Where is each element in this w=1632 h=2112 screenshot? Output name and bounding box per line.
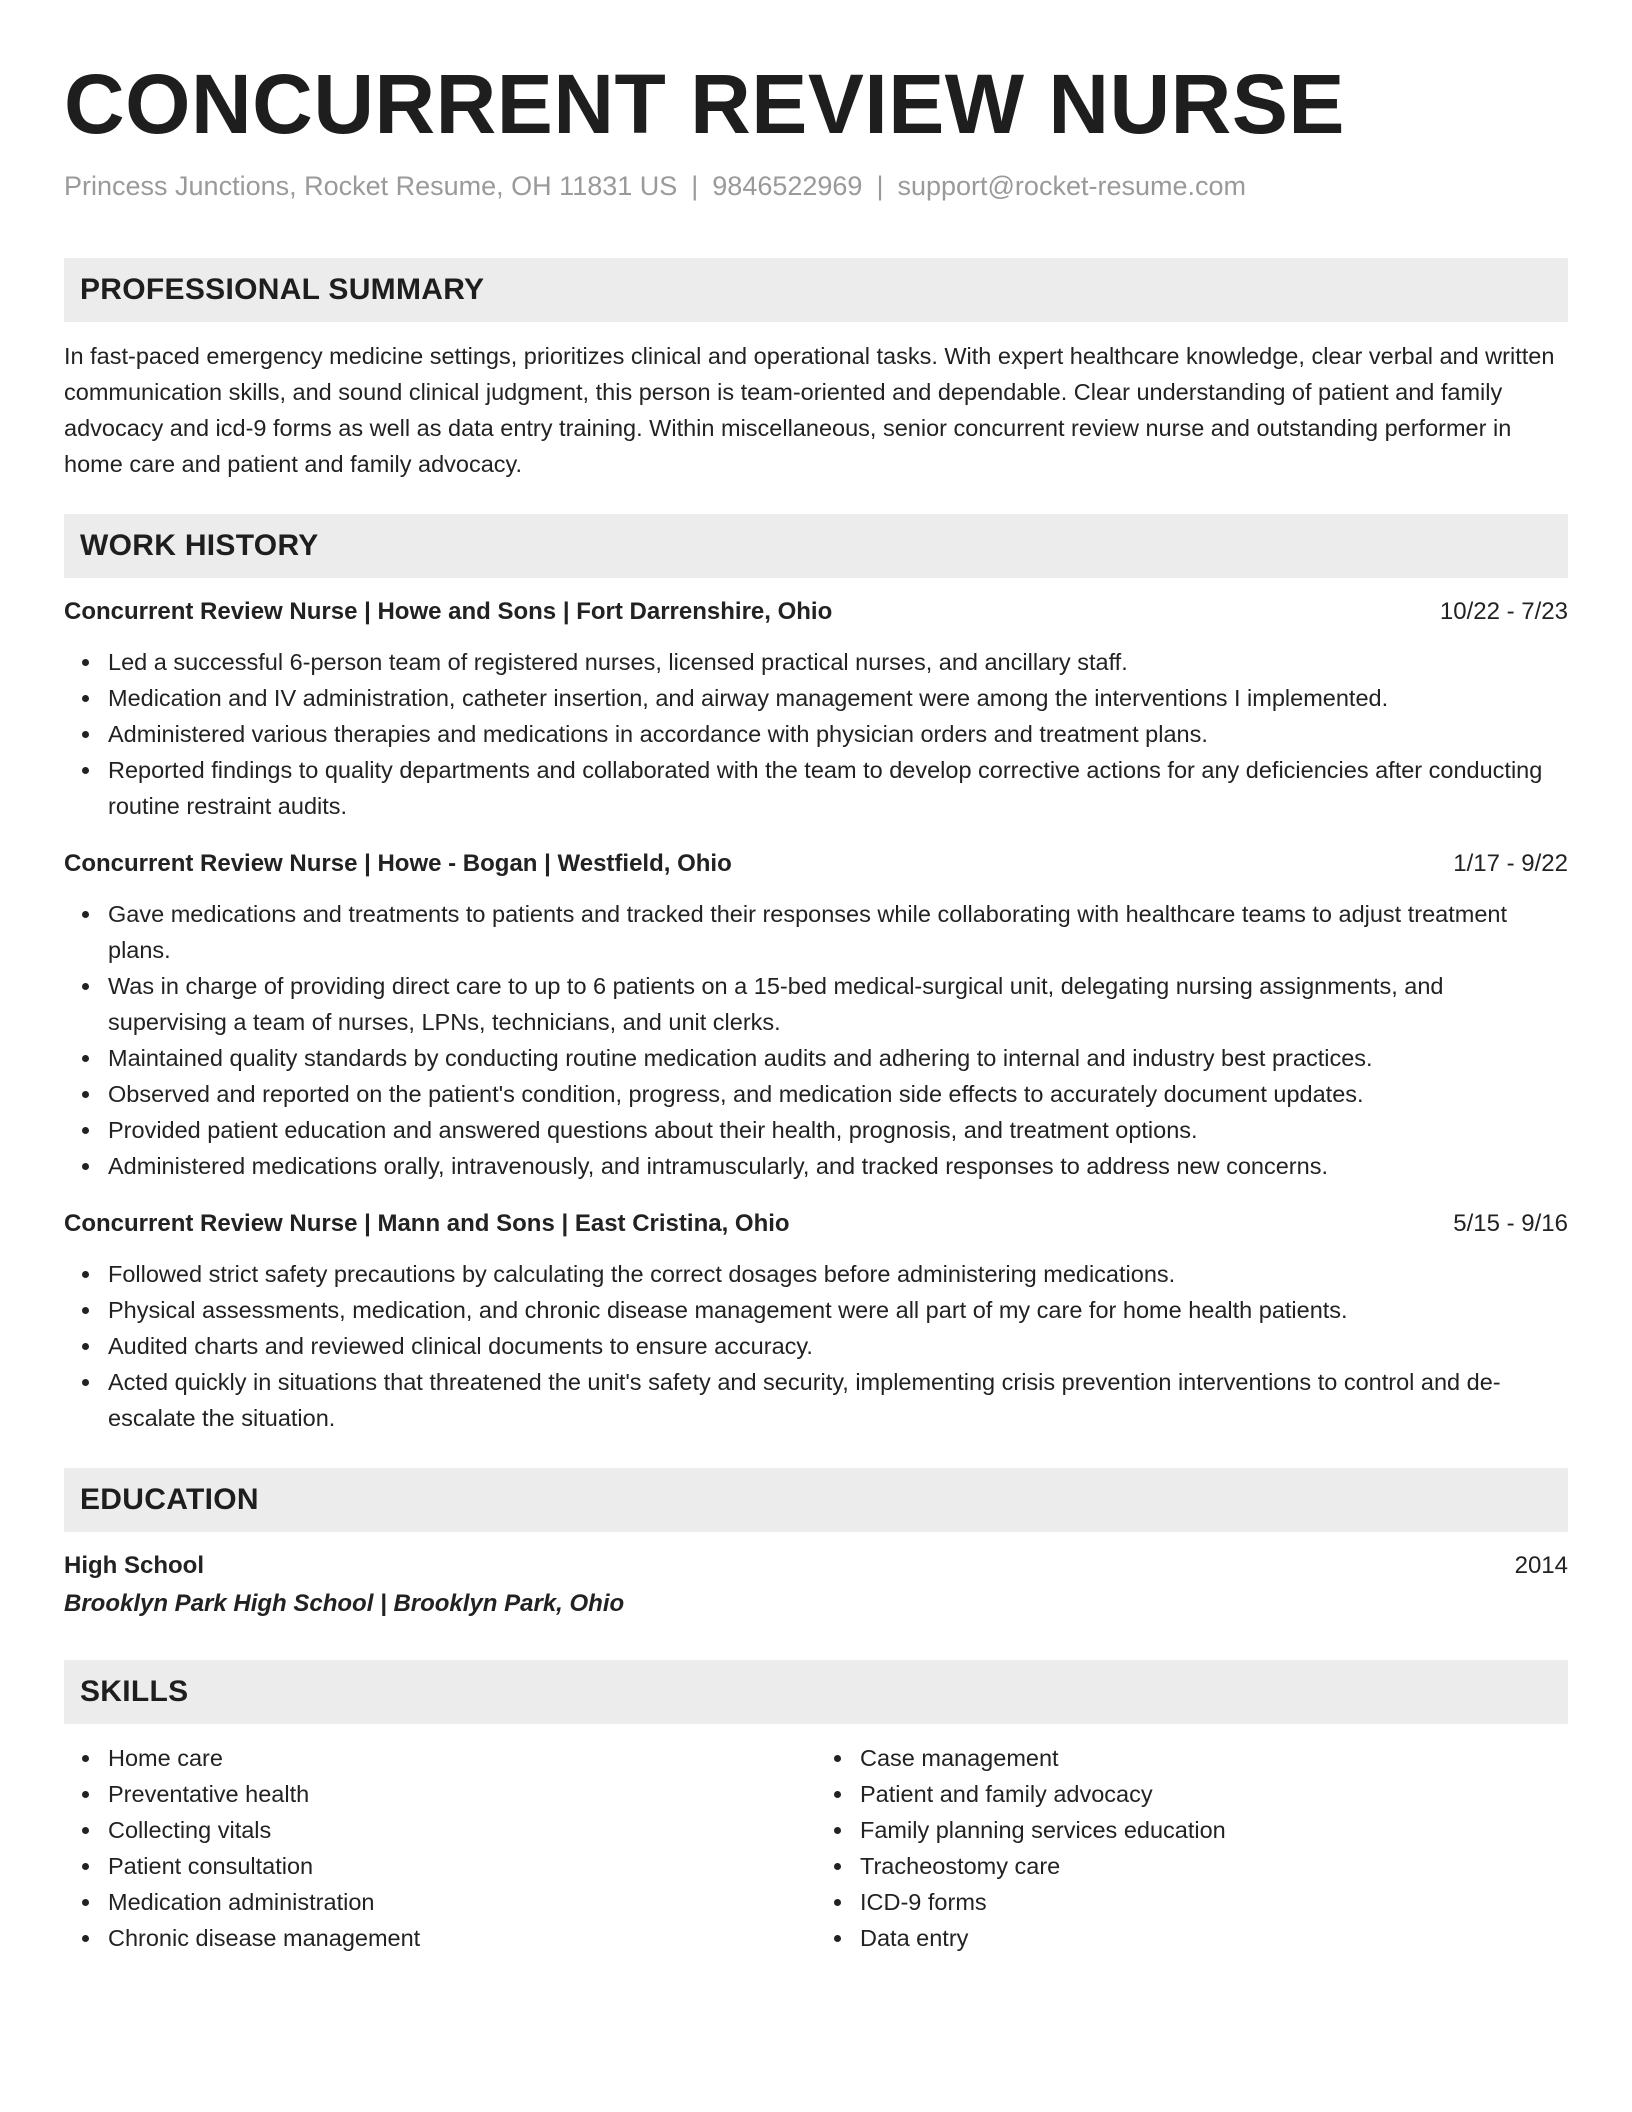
job-title: Concurrent Review Nurse | Mann and Sons | East Cristina, Ohio [64,1210,790,1237]
job-header [64,594,1568,630]
section-heading-work: WORK HISTORY [64,514,1568,578]
skill-item: Preventative health [108,1776,816,1812]
contact-separator: | [876,171,884,201]
contact-email: support@rocket-resume.com [897,171,1246,201]
job-bullets [64,1256,1568,1436]
contact-phone: 9846522969 [712,171,863,201]
education-section [64,1468,1568,1622]
skill-item: Chronic disease management [108,1920,816,1956]
job-bullet: Followed strict safety precautions by calculating the correct dosages before administering medications. [108,1256,1568,1292]
job-bullet: Gave medications and treatments to patients and tracked their responses while collaborating with healthcare teams to adjust treatment plans. [108,896,1568,968]
job-bullets [64,644,1568,824]
section-heading-education: EDUCATION [64,1468,1568,1532]
education-year: 2014 [1514,1552,1568,1579]
skill-item: Case management [860,1740,1568,1776]
work-history-section [64,514,1568,1436]
job-bullet: Medication and IV administration, catheter insertion, and airway management were among the interventions I implemented. [108,680,1568,716]
professional-summary-section [64,258,1568,482]
skill-item: Family planning services education [860,1812,1568,1848]
job-bullet: Reported findings to quality departments and collaborated with the team to develop corrective actions for any deficiencies after conducting routine restraint audits. [108,752,1568,824]
job-bullet: Administered various therapies and medications in accordance with physician orders and treatment plans. [108,716,1568,752]
skill-item: Collecting vitals [108,1812,816,1848]
skill-item: Patient and family advocacy [860,1776,1568,1812]
job-bullet: Maintained quality standards by conducting routine medication audits and adhering to internal and industry best practices. [108,1040,1568,1076]
job-bullet: Acted quickly in situations that threatened the unit's safety and security, implementing crisis prevention interventions to control and de-escalate the situation. [108,1364,1568,1436]
skills-list [64,1740,816,1956]
job-dates: 5/15 - 9/16 [1453,1210,1568,1237]
job-dates: 1/17 - 9/22 [1453,850,1568,877]
job-bullets [64,896,1568,1184]
job-title: Concurrent Review Nurse | Howe - Bogan | Westfield, Ohio [64,850,732,877]
contact-line [64,168,1568,204]
skill-item: Medication administration [108,1884,816,1920]
skill-item: Home care [108,1740,816,1776]
job-bullet: Was in charge of providing direct care to up to 6 patients on a 15-bed medical-surgical unit, delegating nursing assignments, and supervising a team of nurses, LPNs, technicians, and unit clerks. [108,968,1568,1040]
job-bullet: Audited charts and reviewed clinical documents to ensure accuracy. [108,1328,1568,1364]
job-entry [64,846,1568,1184]
job-bullet: Administered medications orally, intravenously, and intramuscularly, and tracked responses to address new concerns. [108,1148,1568,1184]
skills-list [816,1740,1568,1956]
section-heading-summary: PROFESSIONAL SUMMARY [64,258,1568,322]
job-entry [64,1206,1568,1436]
job-dates: 10/22 - 7/23 [1439,598,1568,625]
contact-separator: | [691,171,699,201]
contact-address: Princess Junctions, Rocket Resume, OH 11831 US [64,171,678,201]
resume-name: CONCURRENT REVIEW NURSE [64,57,1345,151]
job-title: Concurrent Review Nurse | Howe and Sons | Fort Darrenshire, Ohio [64,598,833,625]
summary-text: In fast-paced emergency medicine settings, prioritizes clinical and operational tasks. With expert healthcare knowledge, clear verbal and written communication skills, and sound clinical judgment, this person is team-oriented and dependable. Clear understanding of patient and family advocacy and icd-9 forms as well as data entry training. Within miscellaneous, senior concurrent review nurse and outstanding performer in home care and patient and family advocacy. [64,343,1555,477]
job-header [64,1206,1568,1242]
skill-item: Data entry [860,1920,1568,1956]
job-entry [64,594,1568,824]
skill-item: Patient consultation [108,1848,816,1884]
section-heading-skills: SKILLS [64,1660,1568,1724]
skills-grid [64,1740,1568,1956]
skill-item: Tracheostomy care [860,1848,1568,1884]
job-bullet: Observed and reported on the patient's condition, progress, and medication side effects to accurately document updates. [108,1076,1568,1112]
education-header [64,1548,1568,1584]
education-school: Brooklyn Park High School | Brooklyn Park, Ohio [64,1590,625,1617]
skill-item: ICD-9 forms [860,1884,1568,1920]
skills-column-left [64,1740,816,1956]
job-bullet: Provided patient education and answered questions about their health, prognosis, and treatment options. [108,1112,1568,1148]
job-bullet: Physical assessments, medication, and chronic disease management were all part of my care for home health patients. [108,1292,1568,1328]
job-header [64,846,1568,882]
skills-section [64,1660,1568,1956]
education-degree: High School [64,1552,204,1579]
skills-column-right [816,1740,1568,1956]
job-bullet: Led a successful 6-person team of registered nurses, licensed practical nurses, and ancillary staff. [108,644,1568,680]
